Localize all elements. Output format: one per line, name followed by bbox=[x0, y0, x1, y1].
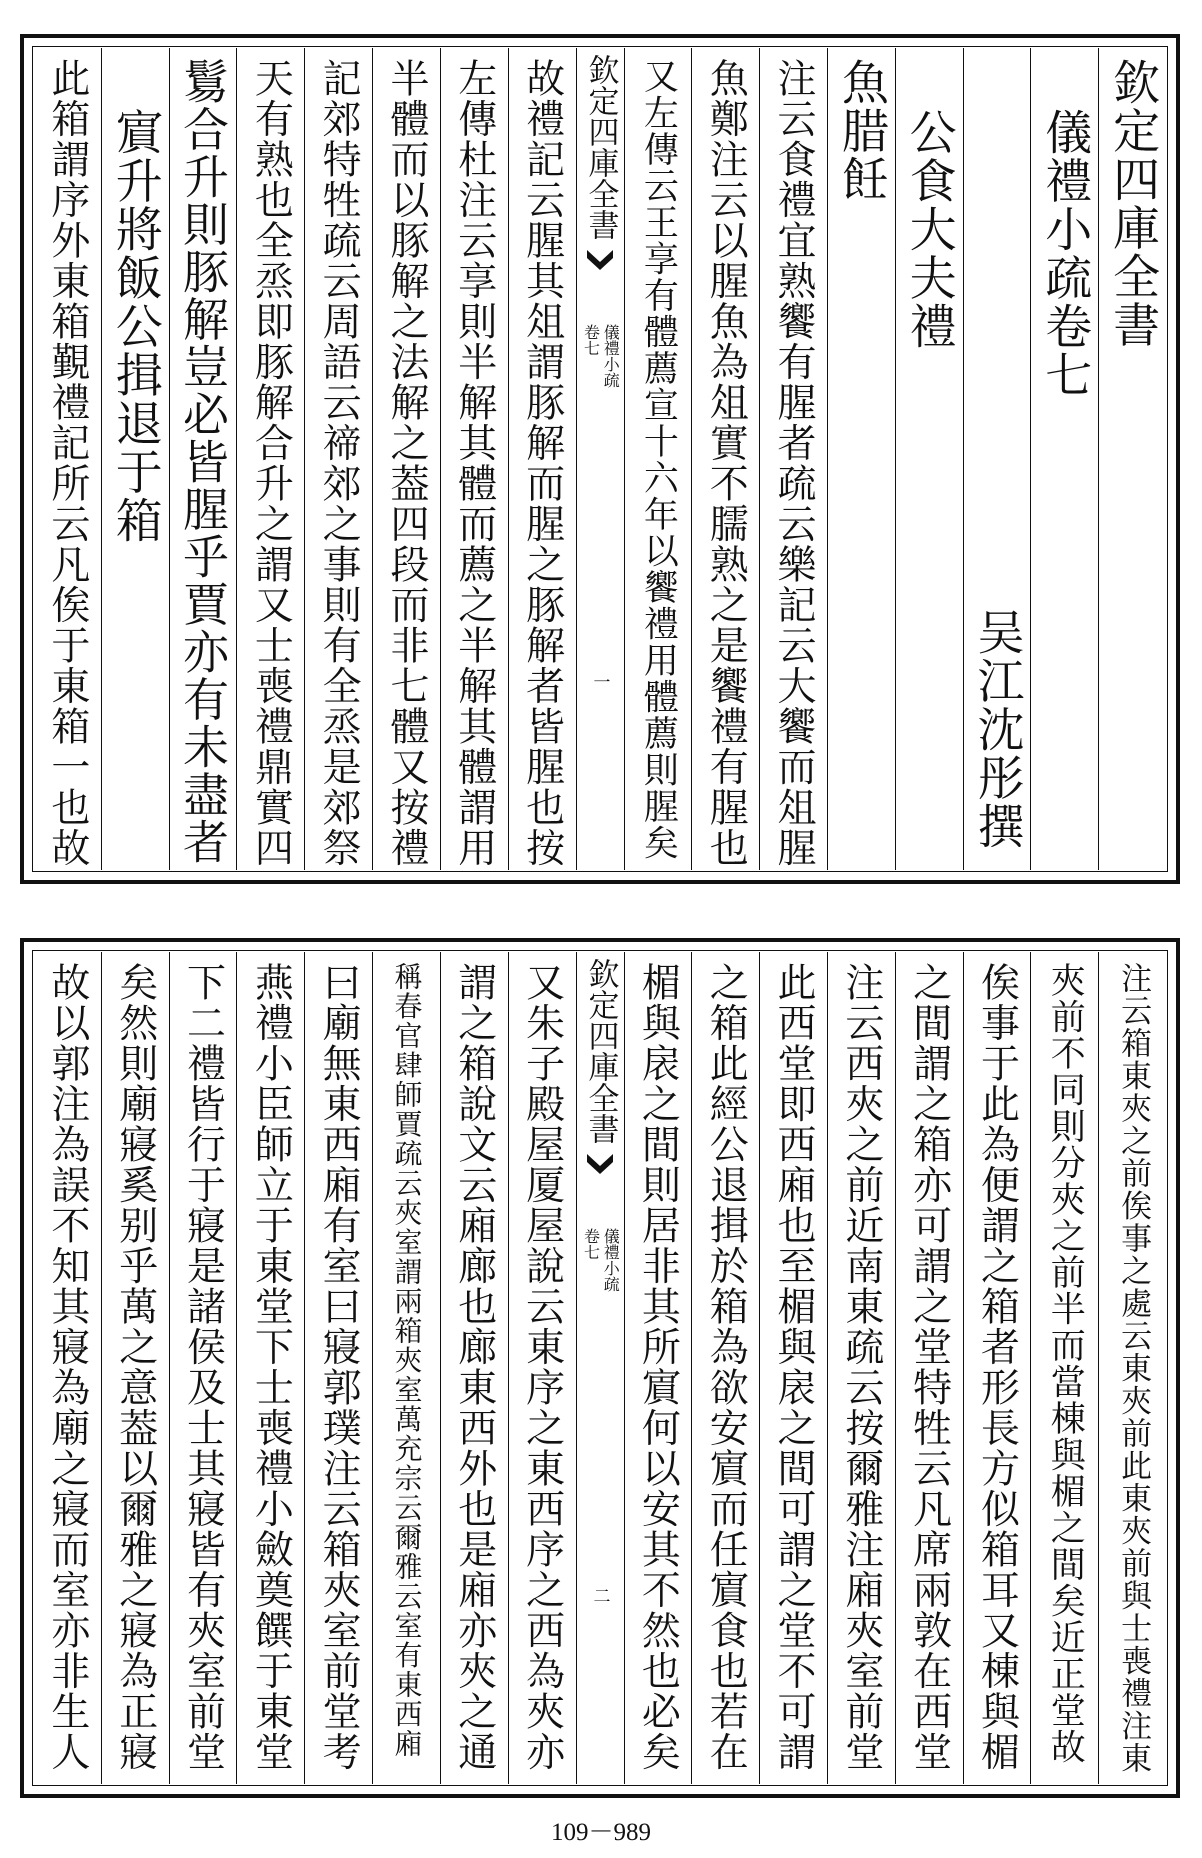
text-line: 天有熟也全烝即豚解合升之謂又士喪禮鼎實四 bbox=[248, 58, 294, 868]
gutter-subtitle bbox=[582, 1228, 619, 1292]
page-1-text-column bbox=[34, 48, 101, 870]
author-line: 吴江沈彤撰 bbox=[969, 608, 1025, 851]
page-1-text-column bbox=[827, 48, 895, 870]
text-line: 半體而以豚解之法解之葢四段而非七體又按禮 bbox=[383, 58, 429, 868]
text-line: 故以郭注為誤不知其寢為廟之寢而室亦非生人 bbox=[44, 962, 90, 1772]
page-2-text-column bbox=[1098, 952, 1166, 1784]
gutter-page-number: 二 bbox=[589, 1587, 610, 1604]
page-1-text-column bbox=[691, 48, 759, 870]
page-2-text-column bbox=[440, 952, 508, 1784]
page-2-gutter bbox=[576, 952, 624, 1784]
page-2-text-column bbox=[372, 952, 440, 1784]
page-1-text-column bbox=[236, 48, 304, 870]
page-2-text-column bbox=[827, 952, 895, 1784]
text-line: 楣與扆之間則居非其所賔何以安其不然也必矣 bbox=[635, 962, 681, 1772]
text-line: 下二禮皆行于寢是諸侯及士其寢皆有夾室前堂 bbox=[180, 962, 226, 1772]
text-line: 又左傳云王享有體薦宣十六年以饗禮用體薦則腥矣 bbox=[638, 58, 679, 861]
text-line: 魚鄭注云以腥魚為俎實不臑熟之是饗禮有腥也 bbox=[703, 58, 749, 868]
page-1-author-column bbox=[963, 48, 1031, 870]
page-1-text-column bbox=[101, 48, 169, 870]
text-line: 左傳杜注云享則半解其體而薦之半解其體謂用 bbox=[451, 58, 497, 868]
gutter-page-number: 一 bbox=[589, 673, 610, 690]
page-2-text-column bbox=[508, 952, 576, 1784]
text-line: 燕禮小臣師立于東堂下士喪禮小斂奠饌于東堂 bbox=[248, 962, 294, 1772]
text-line: 矣然則廟寢奚别乎萬之意葢以爾雅之寢為正寢 bbox=[112, 962, 158, 1772]
page-2-text-column bbox=[34, 952, 101, 1784]
text-line: 魚腊飪 bbox=[833, 58, 889, 204]
page-1-text-column bbox=[304, 48, 372, 870]
text-line: 此西堂即西廂也至楣與扆之間可謂之堂不可謂 bbox=[771, 962, 817, 1772]
fish-tail-icon bbox=[585, 246, 615, 280]
page-2-columns bbox=[34, 952, 1166, 1784]
page-1-header-column bbox=[1098, 48, 1166, 870]
text-line: 之間謂之箱亦可謂之堂特牲云凡席兩敦在西堂 bbox=[906, 962, 952, 1772]
gutter-juan: 卷七 bbox=[581, 1228, 601, 1260]
gutter-subtitle bbox=[582, 324, 619, 388]
page-1-gutter bbox=[576, 48, 624, 870]
text-line: 注云西夾之前近南東疏云按爾雅注廂夾室前堂 bbox=[838, 962, 884, 1772]
page-2 bbox=[20, 938, 1180, 1798]
page-2-text-column bbox=[236, 952, 304, 1784]
text-line: 故禮記云腥其俎謂豚解而腥之豚解者皆腥也按 bbox=[519, 58, 565, 868]
page-1-title-column bbox=[1030, 48, 1098, 870]
page-2-text-column bbox=[169, 952, 237, 1784]
text-line: 注云食禮宜熟饗有腥者疏云樂記云大饗而俎腥 bbox=[771, 58, 817, 868]
page-1-section-column bbox=[895, 48, 963, 870]
text-line: 記郊特牲疏云周語云禘郊之事則有全烝是郊祭 bbox=[316, 58, 362, 868]
page-2-text-column bbox=[759, 952, 827, 1784]
page-2-text-column bbox=[304, 952, 372, 1784]
page-1 bbox=[20, 34, 1180, 884]
gutter-header: 欽定四庫全書 bbox=[582, 958, 619, 1144]
text-line: 此箱謂序外東箱覲禮記所云凡俟于東箱一也故 bbox=[44, 58, 90, 868]
text-line: 鬄合升則豚解豈必皆腥乎賈亦有未盡者 bbox=[176, 58, 231, 866]
page-2-text-column bbox=[101, 952, 169, 1784]
page-2-text-column bbox=[624, 952, 692, 1784]
volume-page-number: 109－989 bbox=[550, 1819, 651, 1846]
collection-title: 欽定四庫全書 bbox=[1105, 58, 1161, 349]
text-line: 夾前不同則分夾之前半而當棟與楣之間矣近正堂故 bbox=[1045, 962, 1086, 1765]
fish-tail-icon bbox=[585, 1150, 615, 1184]
page-1-text-column bbox=[624, 48, 692, 870]
text-line: 謂之箱說文云廂廊也廊東西外也是廂亦夾之通 bbox=[451, 962, 497, 1772]
book-title: 儀禮小疏卷七 bbox=[1037, 108, 1093, 399]
text-line: 俟事于此為便謂之箱者形長方似箱耳又棟與楣 bbox=[974, 962, 1020, 1772]
page-1-text-column bbox=[508, 48, 576, 870]
gutter-juan: 卷七 bbox=[581, 324, 601, 356]
page-2-text-column bbox=[963, 952, 1031, 1784]
text-line: 之箱此經公退揖於箱為欲安賔而任賔食也若在 bbox=[703, 962, 749, 1772]
page-1-columns bbox=[34, 48, 1166, 870]
gutter-header: 欽定四庫全書 bbox=[582, 54, 619, 240]
page-2-text-column bbox=[895, 952, 963, 1784]
text-line: 稱春官肆師賈疏云夾室謂兩箱夾室萬充宗云爾雅云室有東西廂 bbox=[390, 962, 424, 1759]
gutter-book-title: 儀禮小疏 bbox=[601, 324, 621, 388]
text-line: 注云箱東夾之前俟事之處云東夾前此東夾前與士喪禮注東 bbox=[1115, 962, 1152, 1775]
page-1-text-column bbox=[440, 48, 508, 870]
gutter-book-title: 儀禮小疏 bbox=[601, 1228, 621, 1292]
page-2-text-column bbox=[691, 952, 759, 1784]
text-line: 又朱子殿屋厦屋說云東序之東西序之西為夾亦 bbox=[519, 962, 565, 1772]
text-line: 賔升將飯公揖退于箱 bbox=[107, 108, 163, 545]
page-2-text-column bbox=[1030, 952, 1098, 1784]
page-1-text-column bbox=[169, 48, 237, 870]
text-line: 曰廟無東西廂有室曰寢郭璞注云箱夾室前堂考 bbox=[316, 962, 362, 1772]
section-heading: 公食大夫禮 bbox=[901, 108, 957, 351]
page-1-text-column bbox=[372, 48, 440, 870]
page-1-text-column bbox=[759, 48, 827, 870]
